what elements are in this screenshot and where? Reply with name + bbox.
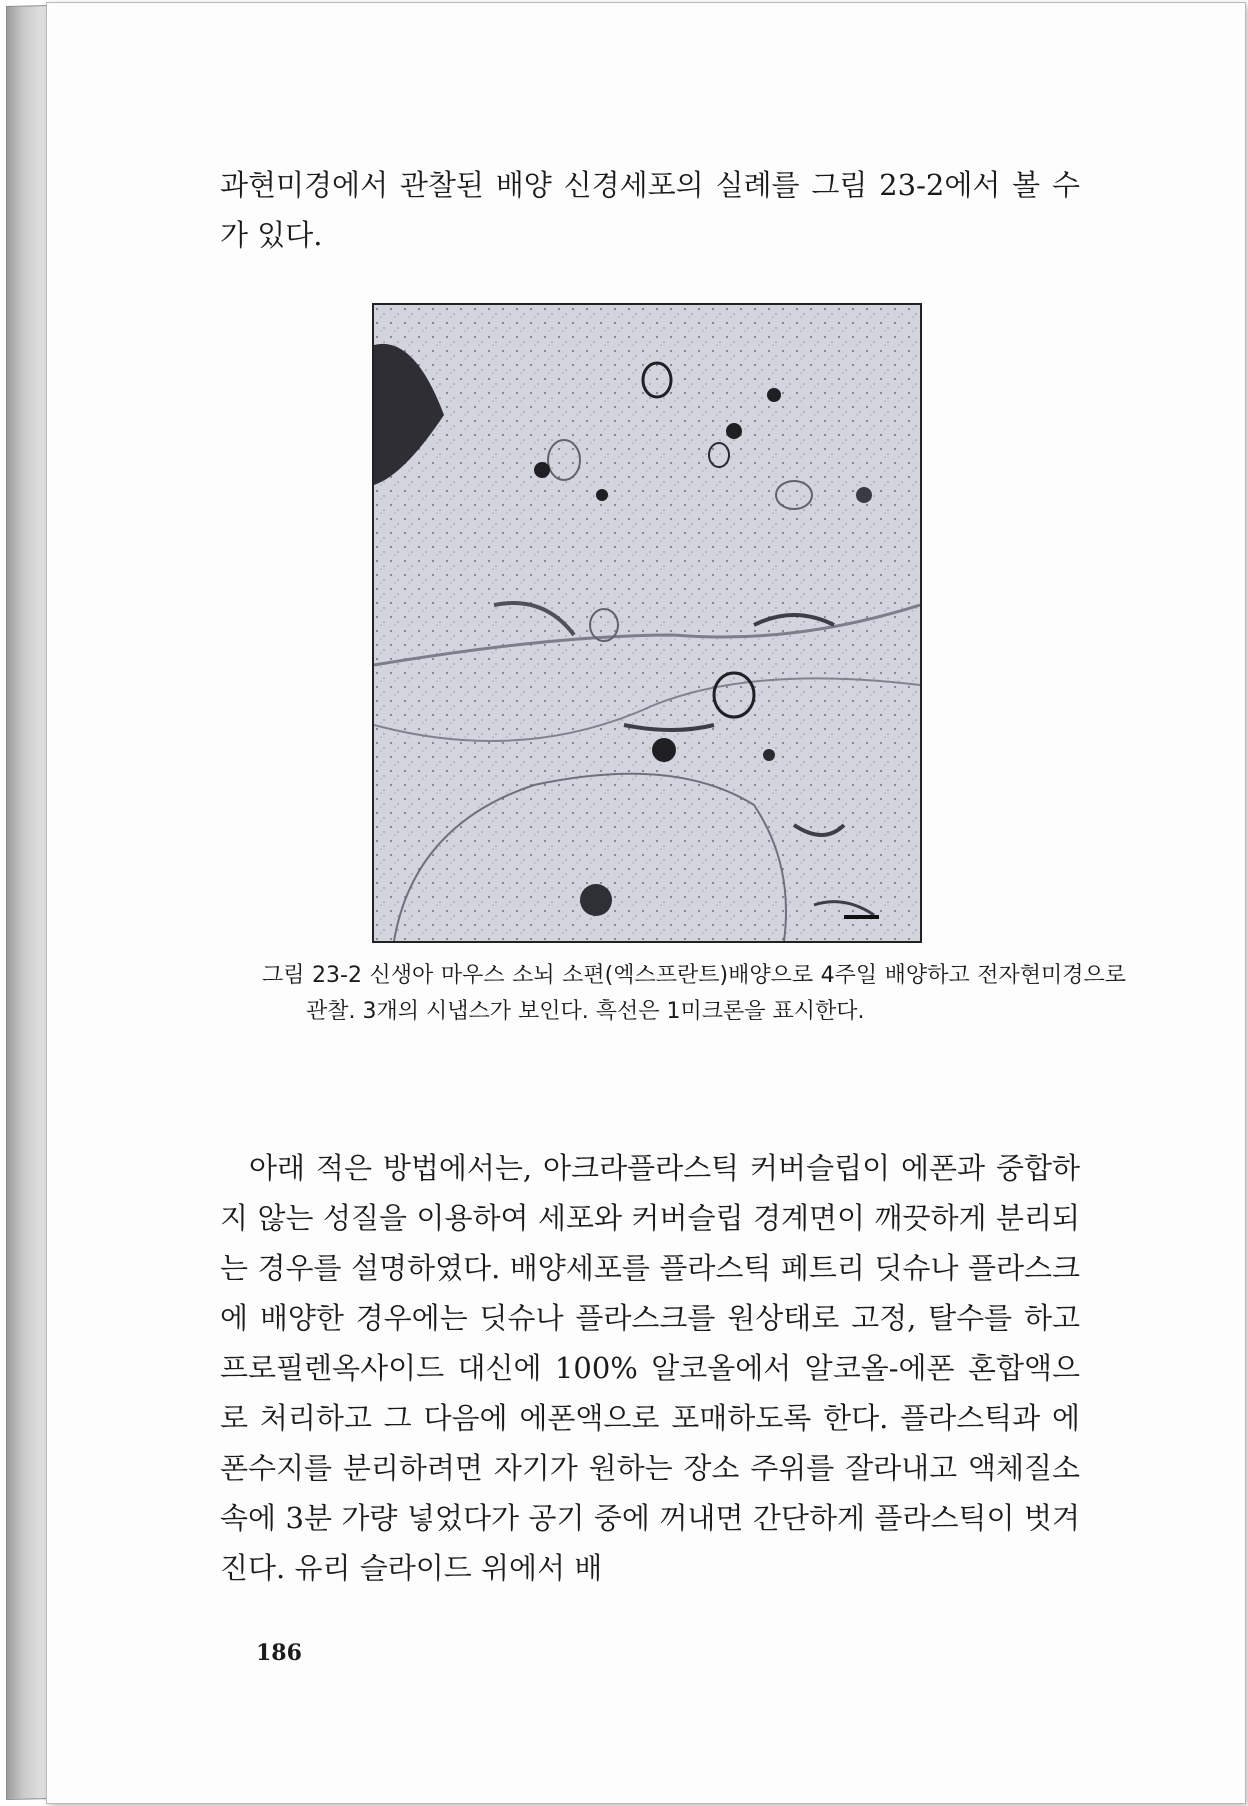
electron-micrograph	[372, 303, 922, 943]
figure-caption: 그림 23-2 신생아 마우스 소뇌 소편(엑스프란트)배양으로 4주일 배양하고 전자현미경으로 관찰. 3개의 시냅스가 보인다. 흑선은 1미크론을 표시한다.	[262, 963, 1126, 1024]
intro-paragraph: 과현미경에서 관찰된 배양 신경세포의 실례를 그림 23-2에서 볼 수가 있다.	[220, 168, 1080, 252]
page-number: 186	[256, 1640, 302, 1666]
book-spine	[6, 5, 48, 1800]
body-paragraph-block	[220, 1143, 1080, 1593]
micrograph-image	[374, 305, 920, 941]
body-paragraph: 아래 적은 방법에서는, 아크라플라스틱 커버슬립이 에폰과 중합하지 않는 성질을 이용하여 세포와 커버슬립 경계면이 깨끗하게 분리되는 경우를 설명하였다. 배양세포를 플라스틱 페트리 딧슈나 플라스크에 배양한 경우에는 딧슈나 플라스크를 원상태로 고정, 탈수를 하고 프로필렌옥사이드 대신에 100% 알코올에서 알코올-에폰 혼합액으로 처리하고 그 다음에 에폰액으로 포매하도록 한다. 플라스틱과 에폰수지를 분리하려면 자기가 원하는 장소 주위를 잘라내고 액체질소 속에 3분 가량 넣었다가 공기 중에 꺼내면 간단하게 플라스틱이 벗겨진다. 유리 슬라이드 위에서 배	[220, 1151, 1080, 1585]
